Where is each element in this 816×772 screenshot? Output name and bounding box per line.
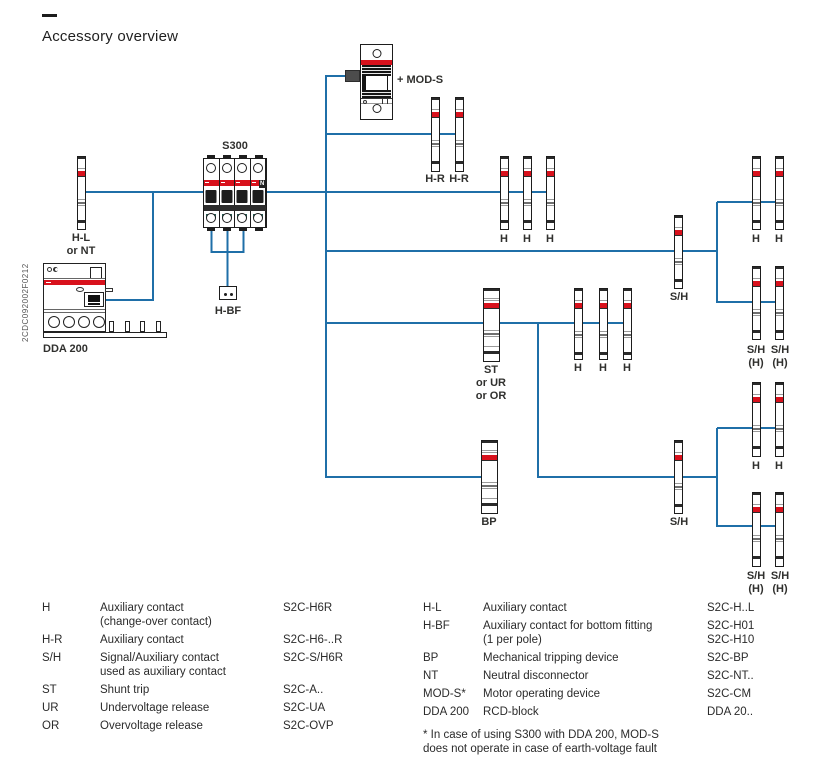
device-label-hl-alt: or NT	[66, 245, 96, 257]
legend-description: Auxiliary contact	[100, 634, 184, 646]
device-label-s300: S300	[222, 140, 248, 152]
legend-description: Undervoltage release	[100, 702, 210, 714]
device-label-sh: S/H	[669, 291, 689, 303]
device-label-h: H	[574, 362, 582, 374]
s300-tab	[223, 228, 231, 231]
legend-row	[42, 719, 343, 733]
device-shh-bar	[752, 492, 761, 567]
s300-pole	[220, 159, 236, 227]
dda-red-stripe	[44, 280, 105, 285]
device-shh-bar	[752, 266, 761, 340]
device-label-shh: S/H	[746, 344, 766, 356]
legend-abbr: BP	[423, 652, 439, 664]
device-label-h: H	[752, 460, 760, 472]
legend-footnote: * In case of using S300 with DDA 200, MOD-S does not operate in case of earth-voltage fault	[423, 729, 659, 755]
device-label-st: ST	[483, 364, 499, 376]
legend-description: Signal/Auxiliary contact used as auxiliary contact	[100, 652, 226, 678]
device-label-shh: S/H	[746, 570, 766, 582]
device-hbf	[219, 286, 237, 300]
device-h-bar	[775, 382, 784, 457]
legend-type: S2C-S/H6R	[283, 652, 344, 664]
s300-body	[203, 158, 267, 228]
device-label-h: H	[546, 233, 554, 245]
s300-tab	[207, 228, 215, 231]
legend-row	[423, 705, 754, 719]
device-label-h: H	[775, 460, 783, 472]
legend-type: S2C-UA	[283, 702, 326, 714]
legend-row	[423, 619, 754, 647]
legend-row	[423, 669, 754, 683]
legend-abbr: DDA 200	[423, 706, 470, 718]
dda-terminal	[63, 316, 75, 328]
device-label-hr: H-R	[425, 173, 445, 185]
s300-pole-neutral	[251, 159, 267, 227]
device-label-shh-alt: (H)	[748, 357, 764, 369]
device-bp-bar	[481, 440, 498, 514]
dda-busbar-base	[43, 332, 167, 338]
legend-type: S2C-NT..	[707, 670, 754, 682]
legend-abbr: H	[42, 602, 51, 614]
legend-abbr: H-L	[423, 602, 442, 614]
device-label-h: H	[775, 233, 783, 245]
device-sh-bar	[674, 440, 683, 514]
device-h-bar	[574, 288, 583, 360]
legend-type: S2C-OVP	[283, 720, 334, 732]
device-label-shh: S/H	[770, 570, 790, 582]
device-st-bar	[483, 288, 500, 362]
legend-description: Auxiliary contact for bottom fitting (1 per pole)	[483, 620, 653, 646]
dda-terminal	[48, 316, 60, 328]
legend-row	[42, 633, 343, 647]
legend-abbr: UR	[42, 702, 59, 714]
s300-tab	[239, 228, 247, 231]
legend-row	[42, 601, 343, 629]
dda-busbar-pin	[156, 321, 161, 332]
legend-abbr: MOD-S*	[423, 688, 466, 700]
legend-description: Auxiliary contact	[483, 602, 567, 614]
device-h-bar	[752, 156, 761, 230]
device-label-bp: BP	[481, 516, 497, 528]
legend-type: S2C-BP	[707, 652, 749, 664]
dda-busbar-pin	[125, 321, 130, 332]
s300-pole	[204, 159, 220, 227]
legend-description: Motor operating device	[483, 688, 600, 700]
device-h-bar	[623, 288, 632, 360]
device-label-h: H	[523, 233, 531, 245]
s300-toggle-bar	[204, 205, 266, 211]
legend-type: S2C-H6-..R	[283, 634, 343, 646]
device-h-bar	[752, 382, 761, 457]
mods-coupling-tab	[345, 70, 360, 82]
device-label-dda: DDA 200	[43, 343, 88, 355]
legend-abbr: H-R	[42, 634, 63, 646]
device-hl-bar	[77, 156, 86, 230]
device-dda200	[43, 263, 106, 332]
legend-row	[42, 651, 343, 679]
device-s300	[203, 155, 267, 231]
legend-description: Overvoltage release	[100, 720, 203, 732]
device-label-sh: S/H	[669, 516, 689, 528]
legend-abbr: NT	[423, 670, 439, 682]
s300-pole	[235, 159, 251, 227]
device-label-hbf: H-BF	[214, 305, 242, 317]
device-sh-bar	[674, 215, 683, 289]
device-label-h: H	[500, 233, 508, 245]
device-h-bar	[546, 156, 555, 230]
device-label-shh-alt: (H)	[772, 357, 788, 369]
dda-terminal	[78, 316, 90, 328]
legend-abbr: S/H	[42, 652, 62, 664]
dda-indicator-circles	[47, 267, 52, 272]
legend-type: S2C-H01 S2C-H10	[707, 620, 755, 646]
device-shh-bar	[775, 266, 784, 340]
dda-eye-mark	[76, 287, 84, 292]
device-label-h: H	[623, 362, 631, 374]
device-h-bar	[775, 156, 784, 230]
device-label-shh: S/H	[770, 344, 790, 356]
device-h-bar	[599, 288, 608, 360]
legend-row	[423, 687, 754, 701]
dda-busbar-pin	[109, 321, 114, 332]
document-number: 2CDC092002F0212	[21, 263, 30, 342]
legend-description: Shunt trip	[100, 684, 150, 696]
device-hr-bar	[455, 97, 464, 172]
device-shh-bar	[775, 492, 784, 567]
dda-busbar-pin	[140, 321, 145, 332]
legend-description: Neutral disconnector	[483, 670, 589, 682]
legend-abbr: H-BF	[423, 620, 450, 632]
device-label-shh-alt: (H)	[748, 583, 764, 595]
neutral-pole-label: N	[259, 181, 265, 187]
legend-type: S2C-A..	[283, 684, 324, 696]
dda-terminal	[93, 316, 105, 328]
legend-description: Auxiliary contact (change-over contact)	[100, 602, 212, 628]
device-label-hl: H-L	[71, 232, 91, 244]
dda-switch	[84, 292, 104, 307]
legend-row	[423, 651, 754, 665]
device-label-st-alt2: or OR	[475, 390, 507, 402]
legend-description: RCD-block	[483, 706, 539, 718]
legend-row	[42, 683, 343, 697]
legend-type: S2C-CM	[707, 688, 752, 700]
device-label-shh-alt: (H)	[772, 583, 788, 595]
device-h-bar	[500, 156, 509, 230]
legend-row	[423, 601, 754, 615]
device-label-h: H	[752, 233, 760, 245]
device-label-mods: + MOD-S	[397, 74, 444, 86]
legend-left-column	[42, 601, 343, 737]
legend-type: S2C-H6R	[283, 602, 333, 614]
dda-side-tab	[105, 288, 113, 292]
device-label-h: H	[599, 362, 607, 374]
legend-right-column	[423, 601, 754, 756]
device-mods	[360, 44, 393, 120]
device-label-st-alt1: or UR	[476, 377, 506, 389]
mods-window	[362, 76, 388, 90]
legend-type: S2C-H..L	[707, 602, 755, 614]
legend-abbr: ST	[42, 684, 57, 696]
legend-description: Mechanical tripping device	[483, 652, 619, 664]
device-label-hr: H-R	[449, 173, 469, 185]
legend-type: DDA 20..	[707, 706, 754, 718]
legend-abbr: OR	[42, 720, 60, 732]
page-title: Accessory overview	[42, 28, 179, 45]
device-hr-bar	[431, 97, 440, 172]
device-h-bar	[523, 156, 532, 230]
legend-row	[42, 701, 343, 715]
s300-tab	[255, 228, 263, 231]
